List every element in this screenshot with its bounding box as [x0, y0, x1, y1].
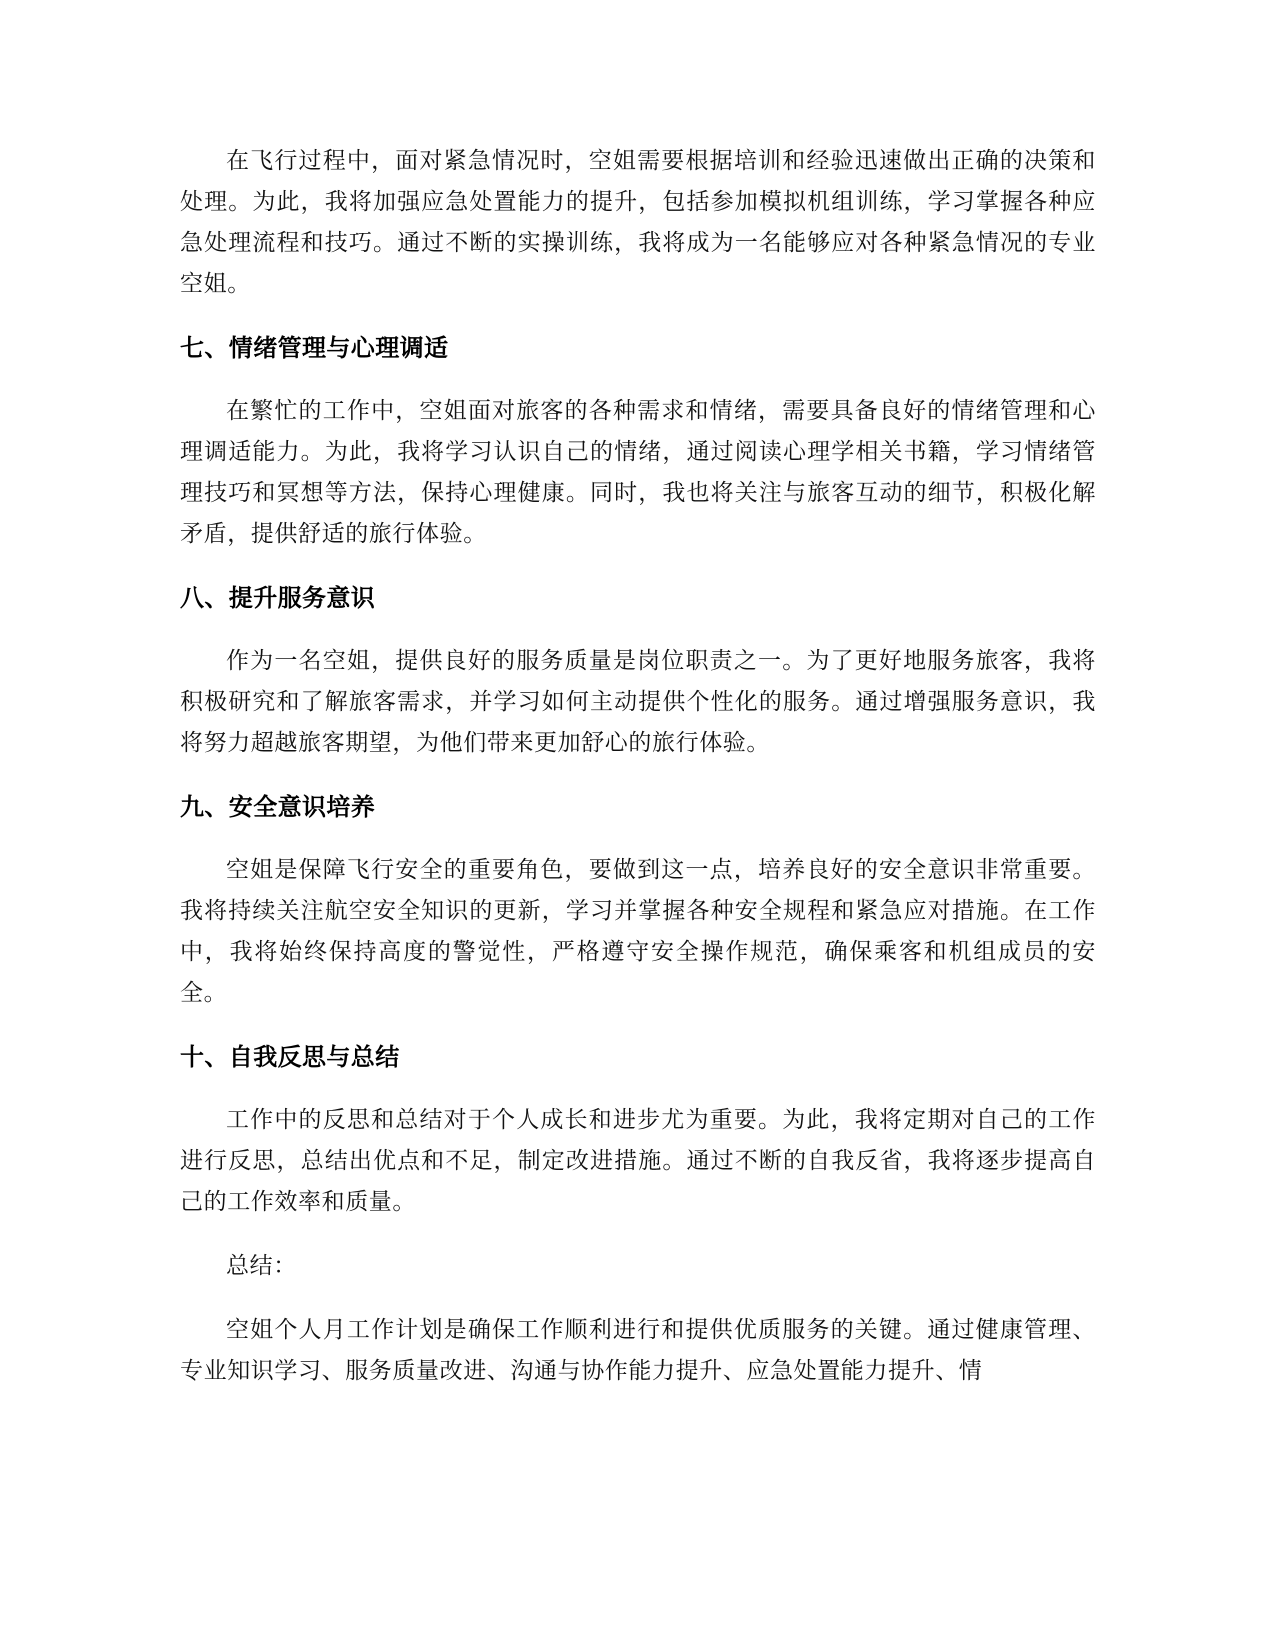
section-heading-service-awareness: 八、提升服务意识	[180, 584, 376, 612]
paragraph-emergency-handling: 在飞行过程中，面对紧急情况时，空姐需要根据培训和经验迅速做出正确的决策和处理。为此，我将加强应急处置能力的提升，包括参加模拟机组训练，学习掌握各种应急处理流程和技巧。通过不断的实操训练，我将成为一名能够应对各种紧急情况的专业空姐。	[180, 148, 1096, 297]
section-heading-self-reflection: 十、自我反思与总结	[180, 1043, 400, 1071]
paragraph-emotion-management: 在繁忙的工作中，空姐面对旅客的各种需求和情绪，需要具备良好的情绪管理和心理调适能力。为此，我将学习认识自己的情绪，通过阅读心理学相关书籍，学习情绪管理技巧和冥想等方法，保持心理健康。同时，我也将关注与旅客互动的细节，积极化解矛盾，提供舒适的旅行体验。	[180, 398, 1096, 547]
paragraph-summary: 空姐个人月工作计划是确保工作顺利进行和提供优质服务的关键。通过健康管理、专业知识学习、服务质量改进、沟通与协作能力提升、应急处置能力提升、情	[180, 1317, 1096, 1384]
section-heading-safety-awareness: 九、安全意识培养	[180, 793, 376, 821]
paragraph-self-reflection: 工作中的反思和总结对于个人成长和进步尤为重要。为此，我将定期对自己的工作进行反思，总结出优点和不足，制定改进措施。通过不断的自我反省，我将逐步提高自己的工作效率和质量。	[180, 1107, 1096, 1215]
paragraph-safety-awareness: 空姐是保障飞行安全的重要角色，要做到这一点，培养良好的安全意识非常重要。我将持续关注航空安全知识的更新，学习并掌握各种安全规程和紧急应对措施。在工作中，我将始终保持高度的警觉性，严格遵守安全操作规范，确保乘客和机组成员的安全。	[180, 857, 1096, 1006]
summary-label: 总结：	[226, 1253, 297, 1279]
document-body	[180, 141, 1096, 1392]
paragraph-service-awareness: 作为一名空姐，提供良好的服务质量是岗位职责之一。为了更好地服务旅客，我将积极研究和了解旅客需求，并学习如何主动提供个性化的服务。通过增强服务意识，我将努力超越旅客期望，为他们带来更加舒心的旅行体验。	[180, 648, 1096, 756]
section-heading-emotion-management: 七、情绪管理与心理调适	[180, 334, 449, 362]
